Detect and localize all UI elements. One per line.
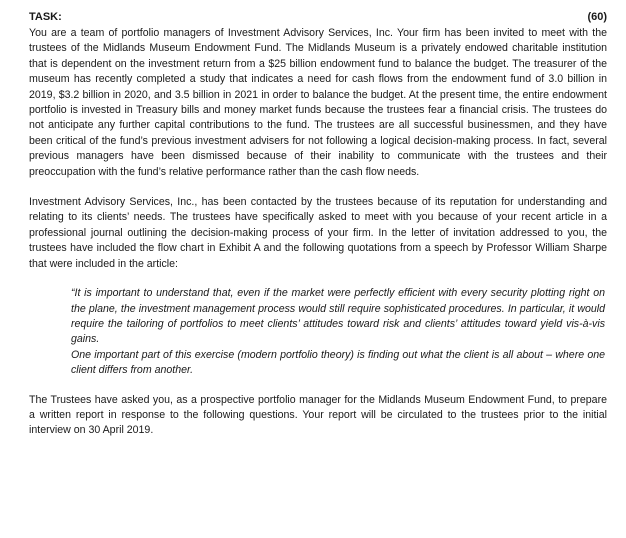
sharpe-quote-part-2: One important part of this exercise (modern portfolio theory) is finding out what the client is all about – where one client differs from another.: [71, 348, 605, 377]
sharpe-quote-part-1: “It is important to understand that, even if the market were perfectly efficient with every security plotting right on the plane, the investment management process would still require sophisticated procedures. In particular, it would require the tailoring of portfolios to meet clients’ attitudes toward risk and clients’ attitudes toward yield vis-à-vis gains.: [71, 287, 605, 346]
task-label: TASK:: [29, 11, 62, 23]
paragraph-scenario: You are a team of portfolio managers of Investment Advisory Services, Inc. Your firm has been invited to meet with the trustees of the Midlands Museum Endowment Fund. The Midlands Museum is a privately endowed charitable institution that is dependent on the investment return from a $25 billion endowment fund to balance the budget. The treasurer of the museum has recently completed a study that indicates a need for cash flows from the endowment fund of 3.0 billion in 2019, $3.2 billion in 2020, and 3.5 billion in 2021 in order to balance the budget. At the present time, the entire endowment portfolio is invested in Treasury bills and money market funds because the trustees fear a financial crisis. The trustees do not anticipate any further capital contributions to the fund. The trustees are all successful businessmen, and they have been critical of the fund’s previous investment advisers for not following a logical decision-making process. In fact, several previous managers have been dismissed because of their inability to communicate with the trustees and their preoccupation with the fund’s relative performance rather than the cash flow needs.: [29, 27, 607, 178]
paragraph-invitation: Investment Advisory Services, Inc., has been contacted by the trustees because of its reputation for understanding and relating to its clients’ needs. The trustees have specifically asked to meet with you because of your recent article in a professional journal outlining the decision-making process of your firm. In the letter of invitation addressed to you, the trustees have included the flow chart in Exhibit A and the following quotations from a speech by Professor William Sharpe that were included in the article:: [29, 196, 607, 270]
paragraph-closing: The Trustees have asked you, as a prospective portfolio manager for the Midlands Museum Endowment Fund, to prepare a written report in response to the following questions. Your report will be circulated to the trustees prior to the initial interview on 30 April 2019.: [29, 393, 607, 437]
task-header: [29, 10, 607, 26]
task-marks: (60): [587, 11, 607, 23]
document-page: [29, 10, 607, 439]
